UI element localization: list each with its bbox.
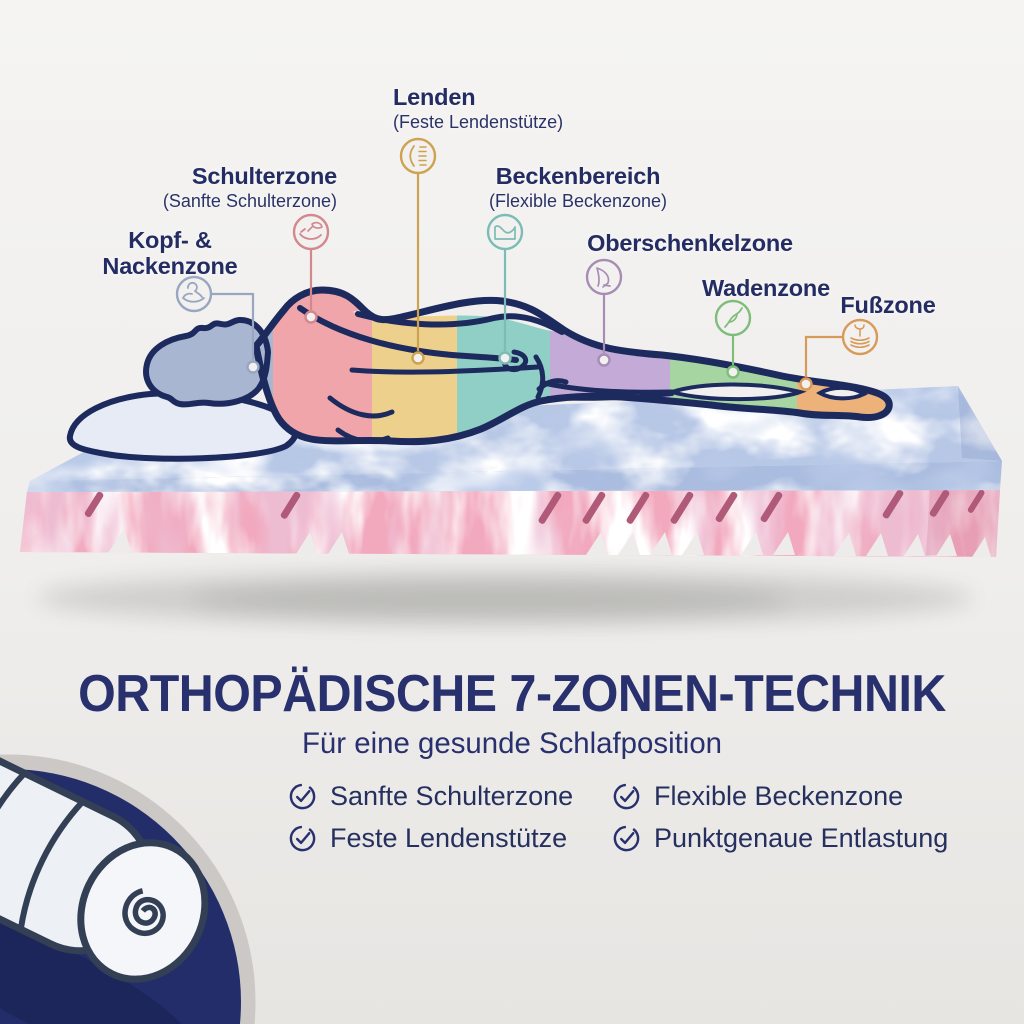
calf-icon bbox=[716, 301, 750, 335]
check-circle-icon bbox=[288, 824, 317, 853]
checklist-label: Sanfte Schulterzone bbox=[330, 781, 574, 811]
foot-layers-icon bbox=[843, 320, 877, 354]
zone-name: Kopf- & Nackenzone bbox=[102, 227, 238, 279]
zone-label-fuss bbox=[808, 293, 968, 319]
checklist-label: Flexible Beckenzone bbox=[654, 781, 904, 811]
mattress-bottom-layer bbox=[20, 489, 1000, 557]
lumbar-support-icon bbox=[401, 139, 435, 173]
checklist-label: Punktgenaue Entlastung bbox=[654, 823, 949, 853]
callout-fuss bbox=[806, 337, 843, 377]
zone-sublabel: (Sanfte Schulterzone) bbox=[162, 190, 337, 211]
zone-label-kopf bbox=[95, 228, 245, 280]
zone-name: Schulterzone bbox=[191, 163, 337, 189]
zone-name: Oberschenkelzone bbox=[587, 230, 793, 256]
zone-label-schulter bbox=[77, 164, 337, 212]
zone-label-becken bbox=[468, 164, 688, 212]
checklist-item bbox=[612, 781, 948, 812]
leg-gaps bbox=[672, 384, 864, 399]
zone-sublabel: (Feste Lendenstütze) bbox=[393, 111, 564, 132]
zone-label-lenden bbox=[393, 85, 563, 133]
check-circle-icon bbox=[612, 782, 641, 811]
head-pillow-icon bbox=[177, 277, 211, 311]
subheadline: Für eine gesunde Schlafposition bbox=[301, 727, 723, 760]
check-circle-icon bbox=[288, 782, 317, 811]
bottom-layer-side-face bbox=[926, 489, 1000, 557]
zone-name: Lenden bbox=[393, 84, 476, 110]
thigh-icon bbox=[587, 260, 621, 294]
pelvis-flex-icon bbox=[488, 215, 522, 249]
headline: ORTHOPÄDISCHE 7-ZONEN-TECHNIK bbox=[78, 665, 946, 723]
top-layer-side-face bbox=[958, 386, 1002, 461]
checklist-item bbox=[288, 781, 612, 812]
checklist-item bbox=[612, 823, 948, 854]
feature-checklist bbox=[288, 781, 948, 854]
zone-name: Wadenzone bbox=[702, 275, 830, 301]
check-circle-icon bbox=[612, 824, 641, 853]
checklist-item bbox=[288, 823, 612, 854]
zone-name: Beckenbereich bbox=[495, 163, 661, 189]
zone-sublabel: (Flexible Beckenzone) bbox=[488, 190, 668, 211]
caring-hand-icon bbox=[294, 215, 328, 249]
zone-label-oberschenkel bbox=[565, 231, 815, 257]
floor-shadow bbox=[37, 571, 973, 625]
checklist-label: Feste Lendenstütze bbox=[330, 823, 568, 853]
zone-name: Fußzone bbox=[840, 292, 936, 318]
